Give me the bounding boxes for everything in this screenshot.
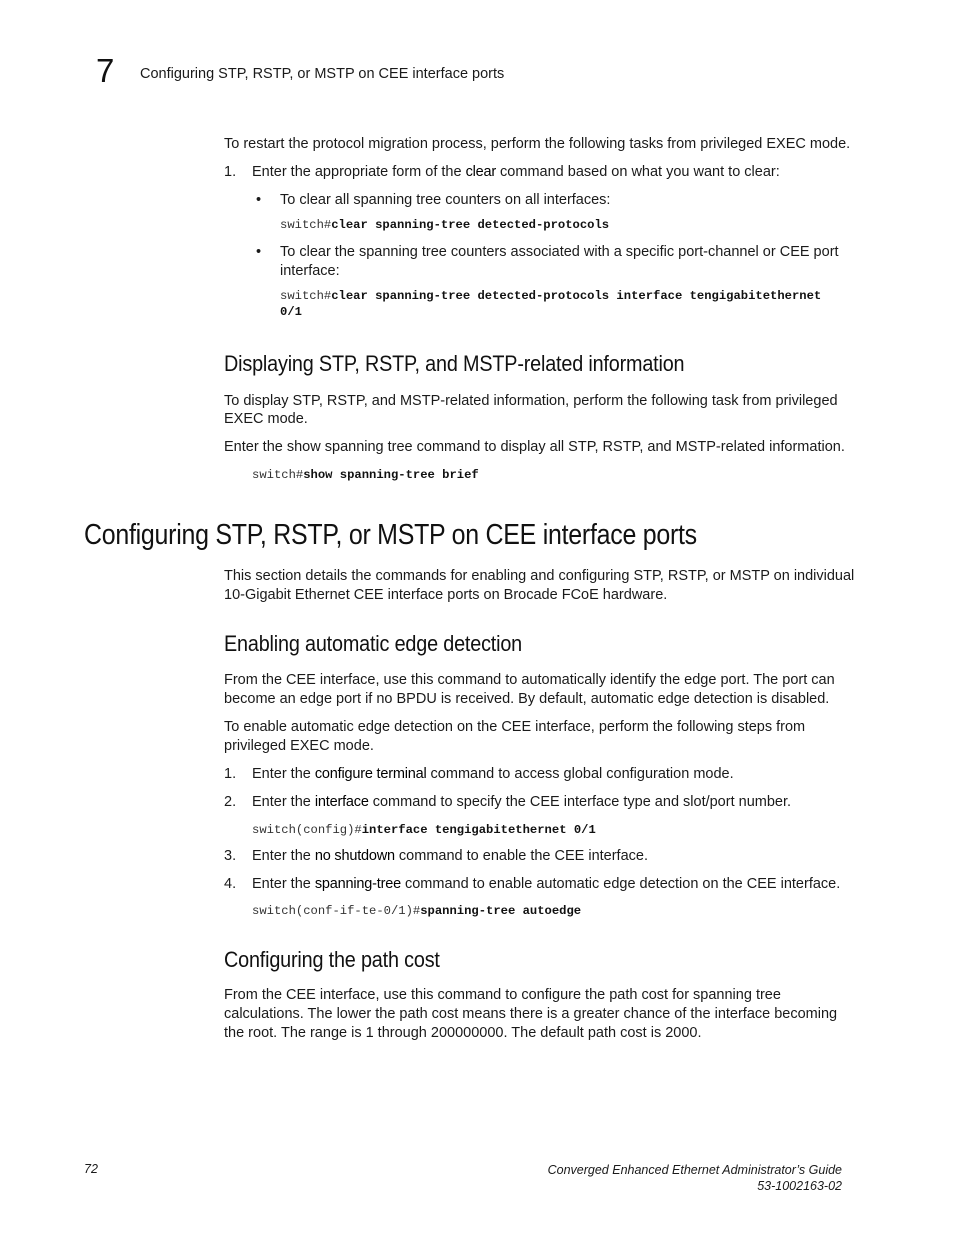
paragraph: calculations. The lower the path cost means there is a greater chance of the interface becoming bbox=[224, 1006, 838, 1022]
code-example: switch#show spanning-tree brief bbox=[252, 468, 479, 482]
paragraph: Enter the show spanning tree command to display all STP, RSTP, and MSTP-related information. bbox=[224, 439, 845, 455]
code-example: switch(config)#interface tengigabitethernet 0/1 bbox=[252, 823, 596, 837]
bullet-item: To clear all spanning tree counters on all interfaces: bbox=[280, 192, 611, 208]
code-example-continued: 0/1 bbox=[280, 305, 302, 319]
step-number: 4. bbox=[224, 876, 237, 892]
edge-step-1: Enter the configure terminal command to access global configuration mode. bbox=[252, 766, 734, 782]
footer-info bbox=[548, 1162, 842, 1194]
step-number: 3. bbox=[224, 848, 237, 864]
bullet-item-continued: interface: bbox=[280, 263, 340, 279]
command-keyword: clear bbox=[465, 164, 497, 180]
running-title: Configuring STP, RSTP, or MSTP on CEE interface ports bbox=[140, 66, 505, 82]
chapter-number: 7 bbox=[96, 52, 115, 89]
paragraph: To display STP, RSTP, and MSTP-related information, perform the following task from privileged bbox=[224, 393, 838, 409]
bullet-icon: • bbox=[256, 244, 262, 260]
guide-title: Converged Enhanced Ethernet Administrator’s Guide bbox=[547, 1163, 842, 1177]
restart-step-1: Enter the appropriate form of the clear command based on what you want to clear: bbox=[252, 164, 780, 180]
edge-step-2: Enter the interface command to specify the CEE interface type and slot/port number. bbox=[252, 794, 792, 810]
section-heading: Displaying STP, RSTP, and MSTP-related information bbox=[224, 351, 685, 376]
paragraph: become an edge port if no BPDU is received. By default, automatic edge detection is disabled. bbox=[224, 691, 830, 707]
paragraph: 10-Gigabit Ethernet CEE interface ports on Brocade FCoE hardware. bbox=[224, 587, 668, 603]
page-number: 72 bbox=[84, 1162, 98, 1176]
step-number: 1. bbox=[224, 766, 237, 782]
paragraph: privileged EXEC mode. bbox=[224, 738, 374, 754]
paragraph: From the CEE interface, use this command to automatically identify the edge port. The port can bbox=[224, 672, 835, 688]
bullet-icon: • bbox=[256, 192, 262, 208]
step-number: 2. bbox=[224, 794, 237, 810]
step-number: 1. bbox=[224, 164, 237, 180]
paragraph: the root. The range is 1 through 200000000. The default path cost is 2000. bbox=[224, 1025, 702, 1041]
paragraph: This section details the commands for enabling and configuring STP, RSTP, or MSTP on individual bbox=[224, 568, 855, 584]
paragraph: EXEC mode. bbox=[224, 411, 308, 427]
section-heading: Enabling automatic edge detection bbox=[224, 631, 523, 656]
restart-intro: To restart the protocol migration process, perform the following tasks from privileged EXEC mode. bbox=[224, 136, 851, 152]
edge-step-3: Enter the no shutdown command to enable the CEE interface. bbox=[252, 848, 648, 864]
bullet-item: To clear the spanning tree counters associated with a specific port-channel or CEE port bbox=[280, 244, 839, 260]
command-keyword: spanning-tree bbox=[314, 876, 401, 892]
paragraph: To enable automatic edge detection on the CEE interface, perform the following steps from bbox=[224, 719, 806, 735]
code-example: switch#clear spanning-tree detected-protocols interface tengigabitethernet bbox=[280, 289, 822, 303]
code-example: switch#clear spanning-tree detected-protocols bbox=[280, 218, 610, 232]
edge-step-4: Enter the spanning-tree command to enable automatic edge detection on the CEE interface. bbox=[252, 876, 841, 892]
command-keyword: interface bbox=[314, 794, 369, 810]
command-keyword: no shutdown bbox=[314, 848, 395, 864]
command-keyword: configure terminal bbox=[314, 766, 427, 782]
chapter-section-heading: Configuring STP, RSTP, or MSTP on CEE interface ports bbox=[84, 519, 697, 551]
code-example: switch(conf-if-te-0/1)#spanning-tree autoedge bbox=[252, 904, 582, 918]
section-heading: Configuring the path cost bbox=[224, 947, 440, 972]
document-number: 53-1002163-02 bbox=[757, 1179, 842, 1193]
paragraph: From the CEE interface, use this command to configure the path cost for spanning tree bbox=[224, 987, 781, 1003]
